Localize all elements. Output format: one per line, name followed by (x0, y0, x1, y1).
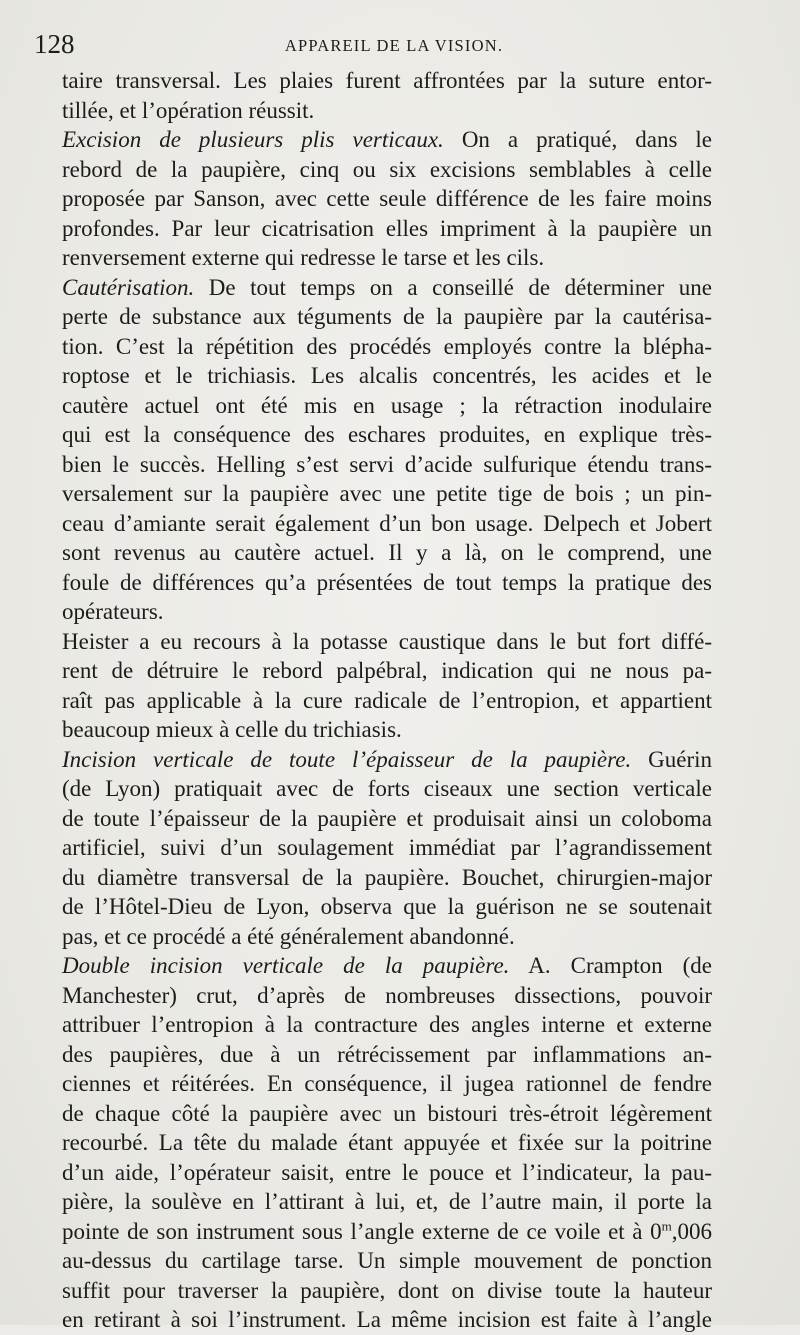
text-segment: recourbé. La tête du malade étant appuyée et fixée sur la poitrine (62, 1130, 712, 1155)
text-line (62, 892, 712, 922)
text-line (62, 951, 712, 981)
text-segment: attribuer l’entropion à la contracture des angles interne et externe (62, 1012, 712, 1037)
text-line (62, 125, 712, 155)
text-segment: ceau d’amiante serait également d’un bon usage. Delpech et Jobert (62, 510, 712, 536)
section-heading: Excision de plusieurs plis verticaux. (62, 127, 444, 152)
text-line (62, 450, 712, 480)
text-segment: de toute l’épaisseur de la paupière et produisait ainsi un coloboma (62, 805, 712, 831)
section-heading: Incision verticale de toute l’épaisseur de la paupière. (62, 746, 632, 772)
text-line (62, 1276, 712, 1306)
text-segment: suffit pour traverser la paupière, dont on divise toute la hauteur (62, 1277, 712, 1303)
text-segment: Manchester) crut, d’après de nombreuses dissections, pouvoir (62, 982, 712, 1008)
text-segment: du diamètre transversal de la paupière. Bouchet, chirurgien-major (62, 864, 712, 890)
text-segment: pière, la soulève en l’attirant à lui, et, de l’autre main, il porte la (62, 1189, 712, 1214)
text-line (62, 184, 712, 214)
text-segment: tion. C’est la répétition des procédés employés contre la blépha- (62, 333, 712, 359)
text-segment: des paupières, due à un rétrécissement par inflammations an- (62, 1041, 712, 1067)
text-line (62, 391, 712, 421)
text-line (62, 922, 712, 952)
text-segment: foule de différences qu’a présentées de tout temps la pratique des (62, 569, 712, 595)
text-segment: bien le succès. Helling s’est servi d’acide sulfurique étendu trans- (62, 451, 712, 477)
text-line (62, 361, 712, 391)
text-segment: opérateurs. (62, 599, 164, 624)
text-line (62, 420, 712, 450)
text-line (62, 1217, 712, 1247)
text-line (62, 804, 712, 834)
text-segment: proposée par Sanson, avec cette seule différence de les faire moins (62, 186, 712, 211)
text-line (62, 627, 712, 657)
text-segment: De tout temps on a conseillé de déterminer une (194, 274, 712, 300)
text-line (62, 214, 712, 244)
text-segment: pas, et ce procédé a été généralement abandonné. (62, 923, 515, 949)
text-segment: (de Lyon) pratiquait avec de forts ciseaux une section verticale (62, 776, 712, 801)
text-segment: de chaque côté la paupière avec un bistouri très-étroit légèrement (62, 1100, 712, 1126)
text-line (62, 243, 712, 273)
text-segment: Guérin (631, 746, 712, 772)
text-line (62, 568, 712, 598)
text-line (62, 656, 712, 686)
body-text (62, 66, 712, 1335)
text-line (62, 479, 712, 509)
text-segment: renversement externe qui redresse le tarse et les cils. (62, 245, 545, 270)
text-segment: On a pratiqué, dans le (443, 127, 713, 152)
text-line (62, 1158, 712, 1188)
text-line (62, 1069, 712, 1099)
text-line (62, 745, 712, 775)
text-line (62, 1010, 712, 1040)
text-line (62, 981, 712, 1011)
text-segment: ciennes et réitérées. En conséquence, il jugea rationnel de fendre (62, 1071, 712, 1096)
text-segment: taire transversal. Les plaies furent affrontées par la suture entor- (62, 68, 712, 93)
text-line (62, 1246, 712, 1276)
superscript: m (661, 1217, 672, 1233)
text-line (62, 332, 712, 362)
text-segment: d’un aide, l’opérateur saisit, entre le pouce et l’indicateur, la pau- (62, 1159, 712, 1185)
text-line (62, 538, 712, 568)
text-segment: roptose et le trichiasis. Les alcalis concentrés, les acides et le (62, 363, 712, 388)
text-segment: pointe de son instrument sous l’angle externe de ce voile et à 0 (62, 1218, 662, 1244)
text-segment: cautère actuel ont été mis en usage ; la rétraction inodulaire (62, 392, 712, 418)
text-segment: rebord de la paupière, cinq ou six excisions semblables à celle (62, 156, 712, 182)
text-line (62, 96, 712, 126)
text-segment: versalement sur la paupière avec une petite tige de bois ; un pin- (62, 481, 712, 506)
text-line (62, 1128, 712, 1158)
text-line (62, 686, 712, 716)
text-segment: sont revenus au cautère actuel. Il y a là, on le comprend, une (62, 540, 712, 565)
section-heading: Double incision verticale de la paupière. (62, 953, 510, 978)
text-line (62, 66, 712, 96)
text-segment: profondes. Par leur cicatrisation elles impriment à la paupière un (62, 215, 712, 241)
text-line (62, 715, 712, 745)
text-segment: A. Crampton (de (509, 953, 712, 978)
text-line (62, 1187, 712, 1217)
text-segment: beaucoup mieux à celle du trichiasis. (62, 717, 402, 742)
text-segment: rent de détruire le rebord palpébral, indication qui ne nous pa- (62, 658, 712, 683)
text-segment: perte de substance aux téguments de la paupière par la cautérisa- (62, 304, 712, 329)
text-segment: au-dessus du cartilage tarse. Un simple mouvement de ponction (62, 1248, 712, 1273)
text-segment: Heister a eu recours à la potasse caustique dans le but fort diffé- (62, 628, 712, 654)
text-segment: tillée, et l’opération réussit. (62, 97, 315, 123)
text-segment: en retirant à soi l’instrument. La même incision est faite à l’angle (62, 1307, 712, 1332)
running-title: APPAREIL DE LA VISION. (284, 36, 504, 55)
page-number: 128 (34, 29, 75, 59)
text-line (62, 863, 712, 893)
text-line (62, 833, 712, 863)
text-line (62, 302, 712, 332)
text-line (62, 774, 712, 804)
text-line (62, 1305, 712, 1335)
text-line (62, 1099, 712, 1129)
text-segment: raît pas applicable à la cure radicale de l’entropion, et appartient (62, 687, 712, 713)
section-heading: Cautérisation. (62, 274, 195, 300)
text-segment: artificiel, suivi d’un soulagement immédiat par l’agrandissement (62, 835, 712, 860)
page-header (34, 28, 714, 60)
text-line (62, 155, 712, 185)
text-segment: qui est la conséquence des eschares produites, en explique très- (62, 422, 712, 447)
text-segment: de l’Hôtel-Dieu de Lyon, observa que la guérison ne se soutenait (62, 894, 712, 919)
text-line (62, 509, 712, 539)
text-line (62, 1040, 712, 1070)
text-segment: ,006 (671, 1218, 712, 1244)
text-line (62, 273, 712, 303)
text-line (62, 597, 712, 627)
